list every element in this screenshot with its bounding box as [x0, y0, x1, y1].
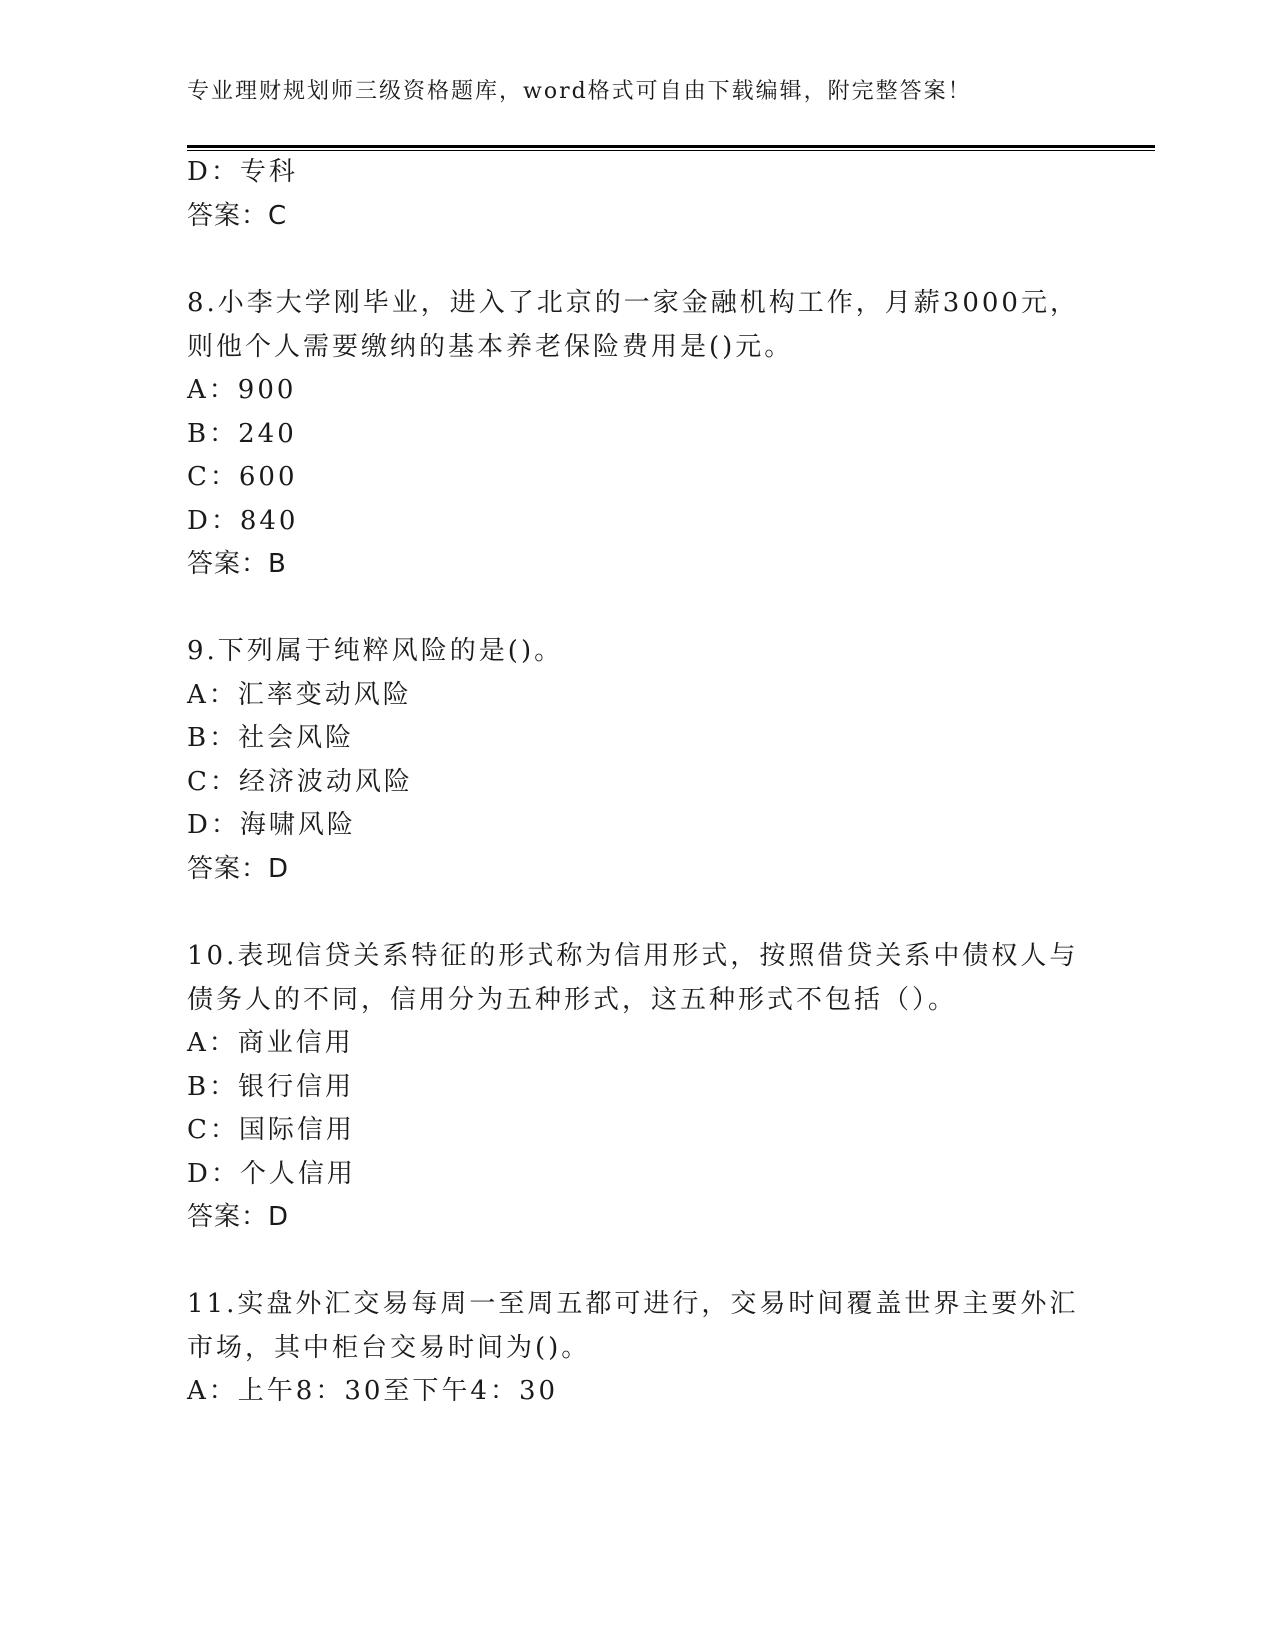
option-line: A：900	[187, 375, 297, 405]
header-divider	[187, 145, 1155, 148]
answer-line: 答案：D	[187, 854, 290, 884]
option-line: C：600	[187, 462, 298, 492]
question-line: 11.实盘外汇交易每周一至周五都可进行，交易时间覆盖世界主要外汇	[187, 1289, 1079, 1319]
option-line: A：上午8：30至下午4：30	[187, 1376, 559, 1406]
question-line: 债务人的不同，信用分为五种形式，这五种形式不包括（）。	[187, 985, 958, 1015]
option-line: D：个人信用	[187, 1159, 356, 1189]
option-line: C：经济波动风险	[187, 767, 413, 797]
option-line: B：240	[187, 419, 297, 449]
option-line: D：海啸风险	[187, 810, 356, 840]
option-line: C：国际信用	[187, 1115, 355, 1145]
option-line: A：商业信用	[187, 1028, 354, 1058]
answer-line: 答案：C	[187, 201, 288, 231]
question-line: 10.表现信贷关系特征的形式称为信用形式，按照借贷关系中债权人与	[187, 941, 1079, 971]
question-line: 则他个人需要缴纳的基本养老保险费用是()元。	[187, 332, 794, 362]
header-divider-thin	[187, 150, 1155, 151]
question-line: 市场，其中柜台交易时间为()。	[187, 1333, 591, 1363]
page-header: 专业理财规划师三级资格题库，word格式可自由下载编辑，附完整答案！	[187, 79, 972, 104]
option-line: A：汇率变动风险	[187, 680, 412, 710]
option-line: B：社会风险	[187, 723, 355, 753]
option-line: D：840	[187, 506, 299, 536]
question-line: 8.小李大学刚毕业，进入了北京的一家金融机构工作，月薪3000元，	[187, 288, 1079, 318]
option-line: D：专科	[187, 157, 298, 187]
answer-line: 答案：D	[187, 1202, 290, 1232]
option-line: B：银行信用	[187, 1072, 355, 1102]
question-line: 9.下列属于纯粹风险的是()。	[187, 636, 564, 666]
answer-line: 答案：B	[187, 549, 287, 579]
